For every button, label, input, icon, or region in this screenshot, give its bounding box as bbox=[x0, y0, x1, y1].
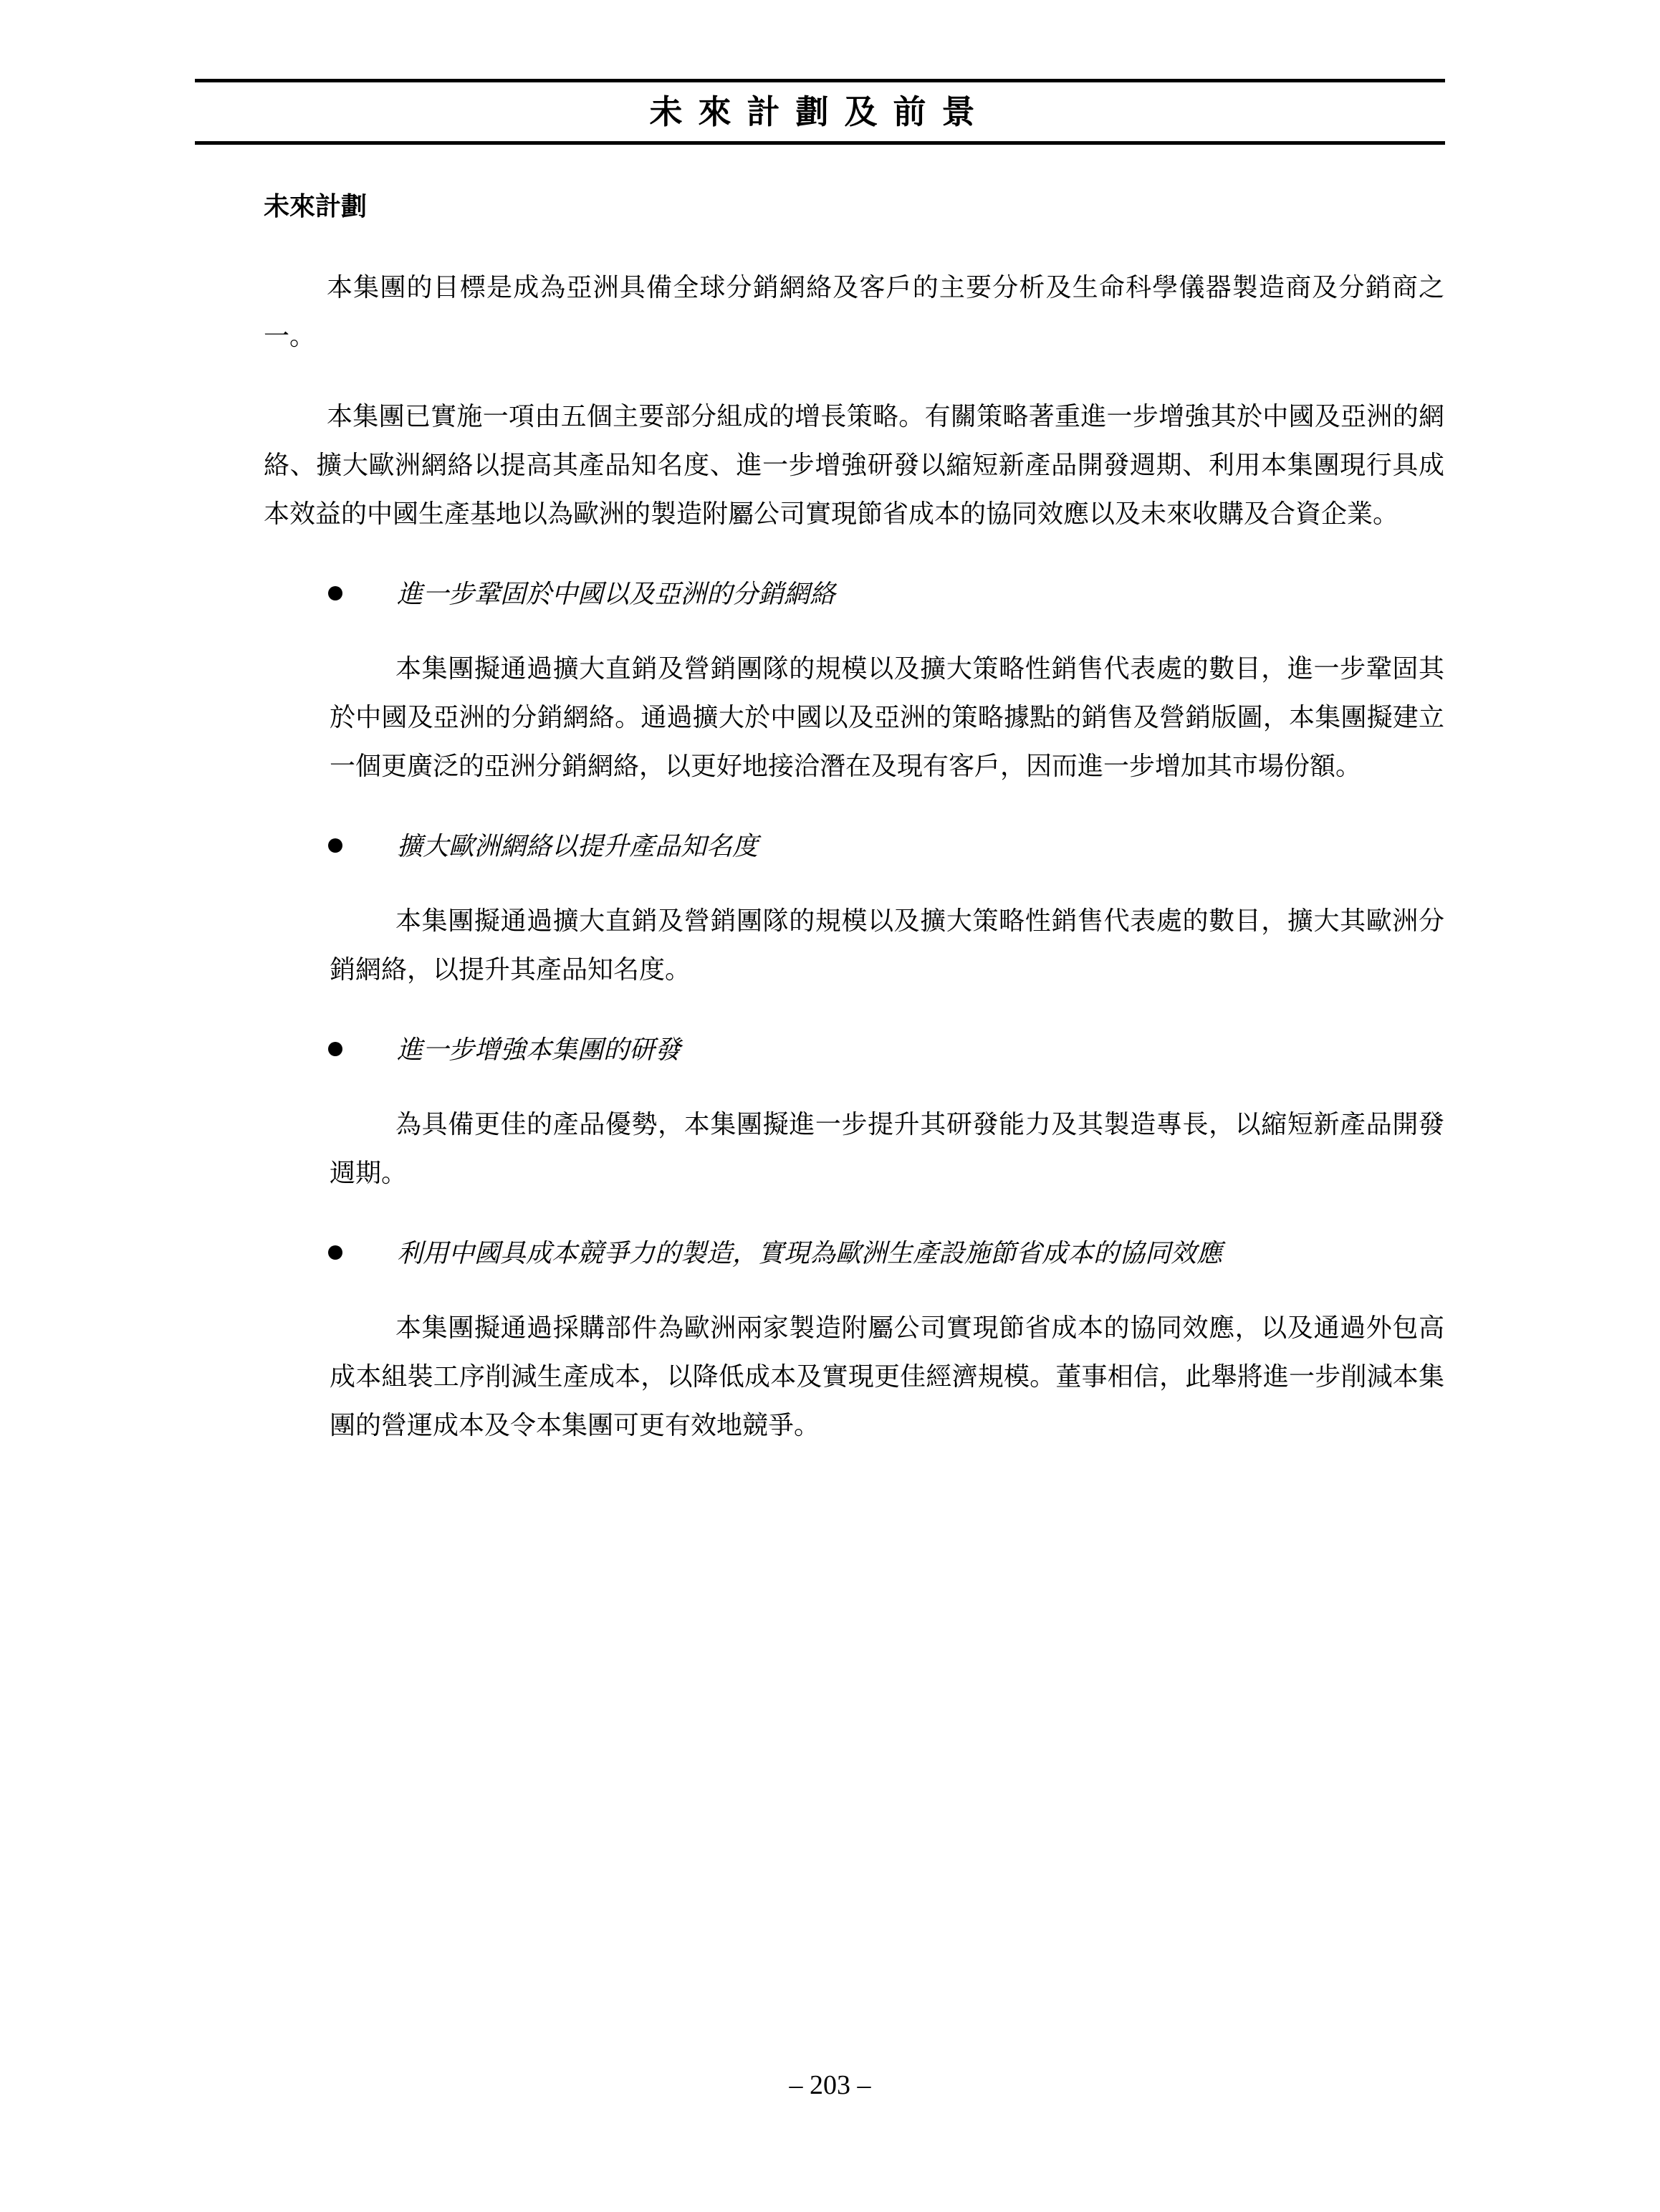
bullet-title: 擴大歐洲網絡以提升產品知名度 bbox=[397, 832, 759, 861]
bullet-body: 本集團擬通過採購部件為歐洲兩家製造附屬公司實現節省成本的協同效應，以及通過外包高成本組裝工序削減生產成本，以降低成本及實現更佳經濟規模。董事相信，此舉將進一步削減本集團的營運成本及令本集團可更有效地競爭。 bbox=[330, 1313, 1444, 1440]
bullet-title: 進一步鞏固於中國以及亞洲的分銷網絡 bbox=[397, 580, 836, 609]
bullet-body: 為具備更佳的產品優勢，本集團擬進一步提升其研發能力及其製造專長，以縮短新產品開發週期。 bbox=[330, 1110, 1444, 1188]
bullet-title: 利用中國具成本競爭力的製造，實現為歐洲生產設施節省成本的協同效應 bbox=[397, 1239, 1223, 1268]
header-bottom-rule bbox=[195, 141, 1445, 145]
bullet-heading bbox=[264, 570, 1444, 619]
bullet-heading bbox=[264, 823, 1444, 871]
bullet-heading bbox=[264, 1026, 1444, 1075]
strategy-item-1 bbox=[264, 570, 1444, 791]
page-number: – 203 – bbox=[789, 2070, 871, 2100]
intro-paragraph-2: 本集團已實施一項由五個主要部分組成的增長策略。有關策略著重進一步增強其於中國及亞洲的網絡、擴大歐洲網絡以提高其產品知名度、進一步增強研發以縮短新產品開發週期、利用本集團現行具成本效益的中國生產基地以為歐洲的製造附屬公司實現節省成本的協同效應以及未來收購及合資企業。 bbox=[264, 402, 1444, 529]
bullet-heading bbox=[264, 1230, 1444, 1278]
page-title: 未來計劃及前景 bbox=[649, 92, 991, 131]
page-header bbox=[195, 79, 1445, 145]
bullet-title: 進一步增強本集團的研發 bbox=[397, 1035, 681, 1065]
bullet-body: 本集團擬通過擴大直銷及營銷團隊的規模以及擴大策略性銷售代表處的數目，擴大其歐洲分銷網絡，以提升其產品知名度。 bbox=[330, 906, 1444, 985]
main-content bbox=[264, 186, 1444, 1482]
bullet-dot-icon bbox=[328, 1245, 342, 1260]
strategy-item-3 bbox=[264, 1026, 1444, 1198]
bullet-dot-icon bbox=[328, 838, 342, 853]
bullet-body: 本集團擬通過擴大直銷及營銷團隊的規模以及擴大策略性銷售代表處的數目，進一步鞏固其於中國及亞洲的分銷網絡。通過擴大於中國以及亞洲的策略據點的銷售及營銷版圖，本集團擬建立一個更廣泛的亞洲分銷網絡，以更好地接洽潛在及現有客戶，因而進一步增加其市場份額。 bbox=[330, 654, 1444, 781]
bullet-dot-icon bbox=[328, 1042, 342, 1056]
bullet-dot-icon bbox=[328, 586, 342, 600]
strategy-item-2 bbox=[264, 823, 1444, 995]
section-heading: 未來計劃 bbox=[264, 191, 368, 221]
strategy-item-4 bbox=[264, 1230, 1444, 1450]
intro-paragraph-1: 本集團的目標是成為亞洲具備全球分銷網絡及客戶的主要分析及生命科學儀器製造商及分銷商之一。 bbox=[264, 273, 1444, 351]
